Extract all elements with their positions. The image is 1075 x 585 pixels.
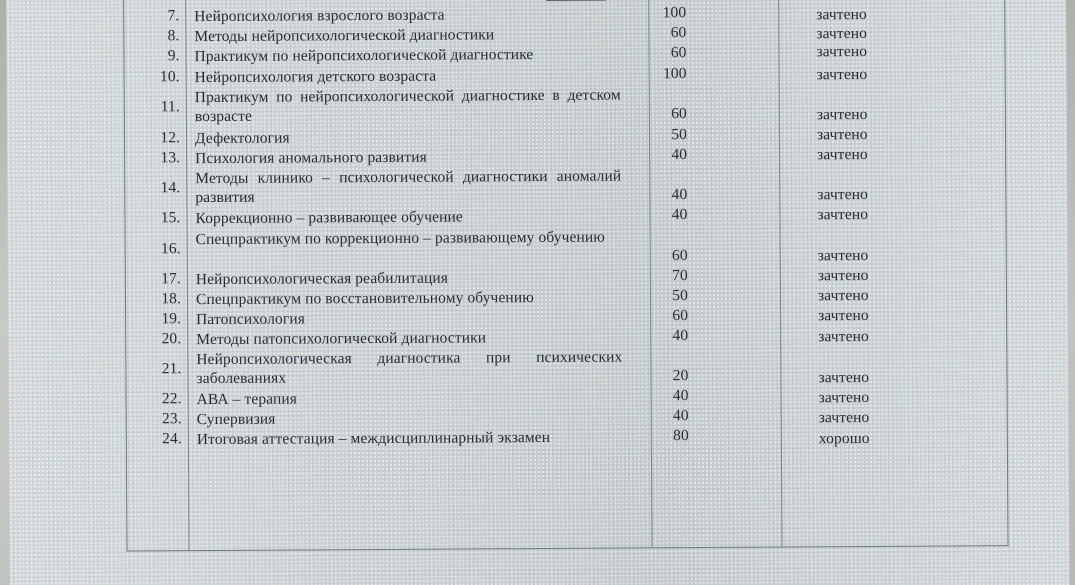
discipline-name: Коррекционно – развивающее обучение: [195, 208, 463, 228]
grade-value: зачтено: [816, 24, 868, 43]
hours-value: 20: [672, 367, 689, 385]
hours-value: 60: [670, 44, 687, 62]
discipline-name: Дефектология: [194, 129, 290, 148]
discipline-name: Нейропсихологическая реабилитация: [195, 269, 448, 289]
hours-value: 50: [672, 287, 689, 305]
hours-value: 40: [672, 387, 689, 405]
discipline-name: Нейропсихология детского возраста: [194, 67, 437, 87]
grade-value: зачтено: [817, 246, 869, 265]
row-number: 19.: [161, 310, 182, 328]
hours-value: 70: [672, 267, 688, 285]
row-number: 21.: [161, 360, 182, 378]
row-number: 15.: [160, 209, 181, 227]
grade-value: зачтено: [818, 327, 869, 346]
discipline-name: Нейропсихология взрослого возраста: [194, 6, 445, 26]
grade-value: зачтено: [817, 205, 869, 224]
grade-value: зачтено: [816, 125, 868, 144]
row-number: 8.: [167, 27, 180, 45]
grade-value: зачтено: [817, 145, 868, 164]
row-number: 9.: [167, 47, 180, 65]
row-number: 7.: [167, 7, 180, 25]
discipline-name: Методы патопсихологической диагностики: [196, 329, 487, 349]
grade-value: зачтено: [817, 266, 869, 285]
hours-value: 50: [671, 126, 688, 144]
row-number: 12.: [160, 129, 181, 147]
grade-value: зачтено: [816, 65, 868, 84]
row-number: 10.: [159, 68, 180, 86]
hours-value: 40: [671, 146, 688, 164]
discipline-name: Супервизия: [196, 410, 276, 429]
row-number: 17.: [161, 270, 181, 288]
hours-value: 40: [671, 186, 688, 204]
hours-value: 60: [671, 105, 687, 123]
row-number: 18.: [161, 290, 182, 308]
grade-value: зачтено: [816, 5, 867, 24]
hours-value: 40: [672, 407, 689, 425]
grade-value: зачтено: [817, 185, 868, 204]
cut-off-text-fragment: [546, 0, 606, 4]
hours-value: 60: [670, 24, 687, 42]
discipline-name: Методы клинико – психологической диагностики аномалий развития: [195, 167, 622, 207]
discipline-name: АВА – терапия: [196, 390, 298, 409]
certificate-sheet: [6, 0, 1070, 585]
row-number: 22.: [161, 390, 182, 408]
discipline-name: Патопсихология: [196, 310, 306, 329]
hours-value: 40: [671, 206, 688, 224]
hours-value: 80: [673, 427, 689, 445]
discipline-name: Спецпрактикум по коррекционно – развивающему обучению: [195, 228, 605, 249]
discipline-name: Практикум по нейропсихологической диагностике: [194, 46, 534, 66]
hours-value: 60: [671, 247, 688, 265]
hours-value: 100: [662, 4, 687, 22]
discipline-name: Методы нейропсихологической диагностики: [194, 26, 495, 46]
grade-value: зачтено: [816, 42, 868, 61]
discipline-name: Итоговая аттестация – междисциплинарный экзамен: [196, 428, 551, 449]
grade-value: зачтено: [818, 368, 870, 387]
row-number: 13.: [160, 149, 181, 167]
discipline-name: Практикум по нейропсихологической диагностике в детском возрасте: [194, 86, 621, 126]
row-number: 11.: [160, 98, 180, 116]
row-number: 14.: [160, 179, 181, 197]
hours-value: 60: [672, 307, 689, 325]
discipline-name: Психология аномального развития: [195, 148, 427, 168]
row-number: 20.: [161, 330, 182, 348]
row-number: 24.: [162, 430, 182, 448]
row-number: 23.: [161, 410, 182, 428]
hours-value: 40: [672, 327, 689, 345]
grade-value: зачтено: [817, 286, 869, 305]
grade-value: зачтено: [818, 306, 869, 325]
row-number: 16.: [160, 240, 181, 258]
discipline-name: Нейропсихологическая диагностика при психических заболеваниях: [196, 348, 623, 388]
grade-value: хорошо: [818, 429, 870, 448]
grade-value: зачтено: [818, 388, 870, 407]
hours-value: 100: [663, 65, 687, 83]
grade-value: зачтено: [816, 105, 868, 124]
discipline-name: Спецпрактикум по восстановительному обучению: [195, 289, 534, 309]
grade-value: зачтено: [818, 408, 870, 427]
